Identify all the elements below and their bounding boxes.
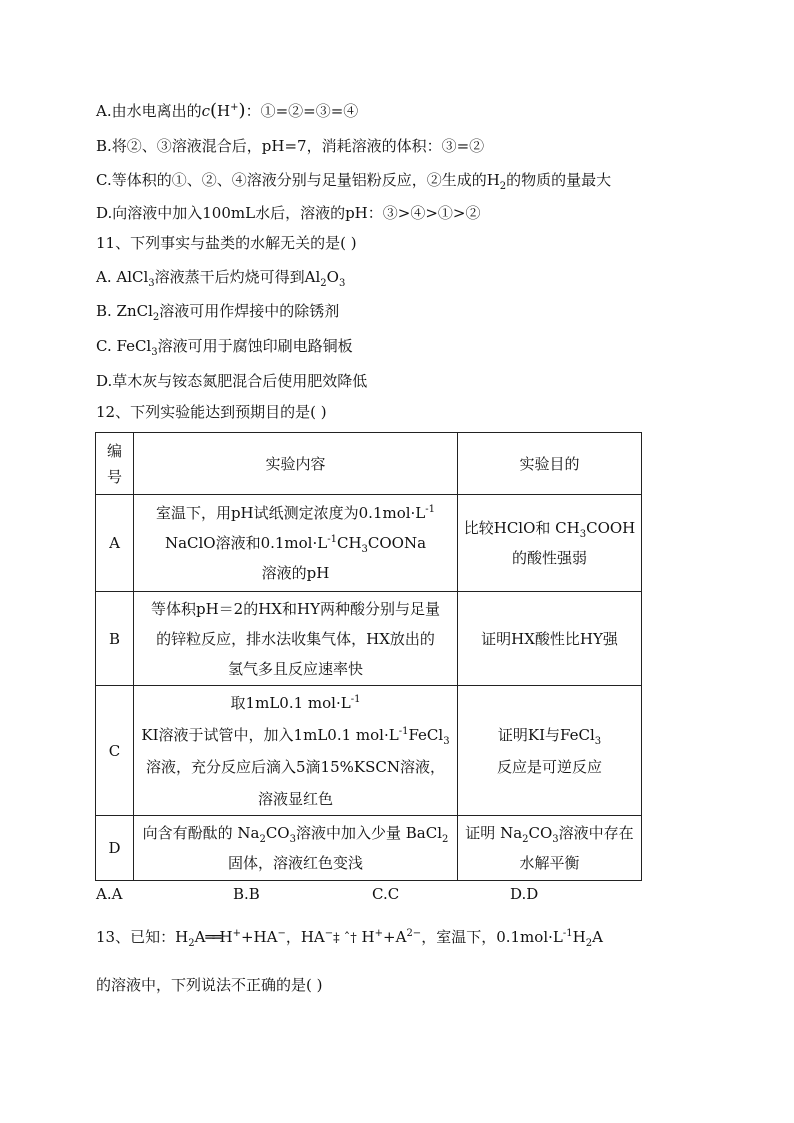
row-purpose: 比较HClO和 $CH_3COOH$ 的酸性强弱 <box>458 495 642 592</box>
q10-option-b: B.将②、③溶液混合后，pH=7，消耗溶液的体积：③=② <box>96 137 485 155</box>
q11-stem: 11、下列事实与盐类的水解无关的是( ) <box>96 234 357 252</box>
q12-answer-c: C.C <box>372 885 400 903</box>
table-row-a <box>96 495 642 592</box>
row-content: 向含有酚酞的 $Na_2CO_3$溶液中加入少量 BaCl$_2$ 固体，溶液红色变浅 <box>134 816 458 881</box>
header-code: 编 号 <box>96 433 134 495</box>
row-content: 等体积pH＝2的HX和HY两种酸分别与足量 的锌粒反应，排水法收集气体，HX放出的 氢气多且反应速率快 <box>134 592 458 686</box>
row-code: A <box>96 495 134 592</box>
table-row-c <box>96 686 642 816</box>
row-content: 室温下，用pH试纸测定浓度为$0.1mol\cdot L^{-1}$ NaClO溶液和$0.1mol\cdot L^{-1}CH_3COONa$ 溶液的pH <box>134 495 458 592</box>
row-code: B <box>96 592 134 686</box>
q13-stem-line1: 13、已知：$H_2A══H^++HA^-$，HA−‡ ˆ† $H^++A^{2-}$，室温下，$0.1mol\cdot L^{-1}H_2A$ <box>96 928 603 949</box>
q12-answer-a: A.A <box>96 885 123 903</box>
q11-option-c: C. FeCl$_3$溶液可用于腐蚀印刷电路铜板 <box>96 337 353 358</box>
q10-option-a: A.由水电离出的c(H+)：①=②=③=④ <box>96 100 359 121</box>
q11-option-d: D.草木灰与铵态氮肥混合后使用肥效降低 <box>96 372 368 390</box>
row-purpose: 证明 $Na_2CO_3$溶液中存在 水解平衡 <box>458 816 642 881</box>
row-purpose: 证明KI与FeCl$_3$ 反应是可逆反应 <box>458 686 642 816</box>
row-purpose: 证明HX酸性比HY强 <box>458 592 642 686</box>
q10-option-c: C.等体积的①、②、④溶液分别与足量铝粉反应，②生成的$H_2$的物质的量最大 <box>96 171 612 192</box>
q12-stem: 12、下列实验能达到预期目的是( ) <box>96 403 327 421</box>
row-code: D <box>96 816 134 881</box>
q11-option-b: B. ZnCl$_2$溶液可用作焊接中的除锈剂 <box>96 302 340 323</box>
row-content: 取1mL0.1 $mol\cdot L^{-1}$ KI溶液于试管中，加入1mL0.1 $mol\cdot L^{-1}FeCl_3$ 溶液，充分反应后滴入5滴15%KSCN溶液， 溶液显红色 <box>134 686 458 816</box>
q10-option-d: D.向溶液中加入100mL水后，溶液的pH：③>④>①>② <box>96 204 481 222</box>
experiment-table <box>95 432 642 881</box>
header-content: 实验内容 <box>134 433 458 495</box>
table-row-d <box>96 816 642 881</box>
table-row-b <box>96 592 642 686</box>
header-purpose: 实验目的 <box>458 433 642 495</box>
row-code: C <box>96 686 134 816</box>
q11-option-a: A. AlCl$_3$溶液蒸干后灼烧可得到$Al_2O_3$ <box>96 268 346 289</box>
q12-answer-d: D.D <box>510 885 539 903</box>
q12-answer-b: B.B <box>233 885 260 903</box>
q13-stem-line2: 的溶液中，下列说法不正确的是( ) <box>96 976 323 994</box>
table-header-row <box>96 433 642 495</box>
